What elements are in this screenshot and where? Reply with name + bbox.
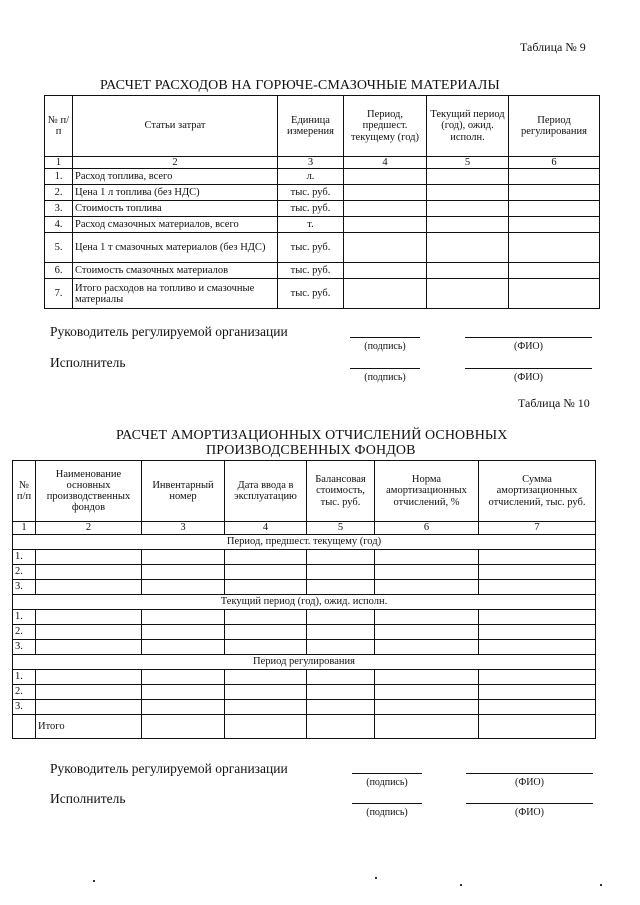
empty-cell <box>427 185 509 201</box>
column-number: 1 <box>45 157 73 169</box>
row-cost-item: Цена 1 т смазочных материалов (без НДС) <box>73 233 278 263</box>
row-cost-item: Стоимость смазочных материалов <box>73 263 278 279</box>
empty-cell <box>375 700 479 715</box>
signature-caption: (подпись) <box>364 341 406 352</box>
table-row <box>45 233 600 263</box>
row-unit: т. <box>278 217 344 233</box>
empty-cell <box>307 670 375 685</box>
empty-cell <box>344 185 427 201</box>
table-row <box>13 700 596 715</box>
empty-cell <box>307 700 375 715</box>
fio-caption: (ФИО) <box>514 807 544 818</box>
empty-cell <box>142 715 225 739</box>
empty-cell <box>36 580 142 595</box>
table-10-title-line-2: ПРОИЗВОДСВЕННЫХ ФОНДОВ <box>206 443 416 458</box>
empty-cell <box>225 670 307 685</box>
empty-cell <box>375 685 479 700</box>
empty-cell <box>307 580 375 595</box>
empty-cell <box>479 670 596 685</box>
empty-cell <box>225 715 307 739</box>
table-row <box>13 625 596 640</box>
row-number: 5. <box>45 233 73 263</box>
empty-cell <box>225 565 307 580</box>
manager-label: Руководитель регулируемой организации <box>50 761 288 776</box>
empty-cell <box>427 233 509 263</box>
table-9-title: РАСЧЕТ РАСХОДОВ НА ГОРЮЧЕ-СМАЗОЧНЫЕ МАТЕРИАЛЫ <box>100 78 500 93</box>
row-number: 4. <box>45 217 73 233</box>
column-header-cost-items: Статьи затрат <box>73 96 278 157</box>
row-number: 6. <box>45 263 73 279</box>
empty-cell <box>479 625 596 640</box>
empty-cell <box>509 201 600 217</box>
fio-line[interactable] <box>466 803 593 804</box>
table-row <box>45 263 600 279</box>
column-header-number: № п/п <box>45 96 73 157</box>
table-row <box>13 565 596 580</box>
row-number: 2. <box>13 565 36 580</box>
table-row <box>13 610 596 625</box>
row-number: 1. <box>45 169 73 185</box>
table-row <box>45 217 600 233</box>
empty-cell <box>427 263 509 279</box>
empty-cell <box>225 685 307 700</box>
signature-caption: (подпись) <box>364 372 406 383</box>
row-number: 1. <box>13 610 36 625</box>
signature-line[interactable] <box>350 337 420 338</box>
empty-cell <box>509 169 600 185</box>
column-number: 7 <box>479 522 596 535</box>
table-10-title-line-1: РАСЧЕТ АМОРТИЗАЦИОННЫХ ОТЧИСЛЕНИЙ ОСНОВНЫХ <box>116 428 508 443</box>
empty-cell <box>36 670 142 685</box>
table-row <box>13 580 596 595</box>
section-header-row <box>13 595 596 610</box>
empty-cell <box>142 580 225 595</box>
empty-cell <box>142 625 225 640</box>
empty-cell <box>375 715 479 739</box>
empty-cell <box>307 640 375 655</box>
manager-label: Руководитель регулируемой организации <box>50 324 288 339</box>
signature-line[interactable] <box>350 368 420 369</box>
empty-cell <box>479 640 596 655</box>
column-header-regulation-period: Период регулирования <box>509 96 600 157</box>
fio-line[interactable] <box>465 368 592 369</box>
empty-cell <box>375 580 479 595</box>
column-number: 5 <box>307 522 375 535</box>
fio-caption: (ФИО) <box>513 341 543 352</box>
row-number: 3. <box>13 580 36 595</box>
empty-cell <box>13 715 36 739</box>
empty-cell <box>479 700 596 715</box>
empty-cell <box>375 565 479 580</box>
empty-cell <box>479 565 596 580</box>
row-unit: тыс. руб. <box>278 279 344 309</box>
table-header-row <box>45 96 600 157</box>
empty-cell <box>307 550 375 565</box>
row-number: 3. <box>45 201 73 217</box>
row-cost-item: Стоимость топлива <box>73 201 278 217</box>
empty-cell <box>142 565 225 580</box>
signature-caption: (подпись) <box>366 777 408 788</box>
empty-cell <box>225 700 307 715</box>
row-cost-item: Расход смазочных материалов, всего <box>73 217 278 233</box>
row-number: 1. <box>13 670 36 685</box>
scan-speck <box>375 877 377 879</box>
table-header-row <box>13 461 596 522</box>
empty-cell <box>225 610 307 625</box>
empty-cell <box>479 580 596 595</box>
total-row <box>13 715 596 739</box>
total-label: Итого <box>36 715 142 739</box>
table-row <box>13 640 596 655</box>
row-cost-item: Расход топлива, всего <box>73 169 278 185</box>
column-number: 4 <box>344 157 427 169</box>
empty-cell <box>36 625 142 640</box>
row-unit: тыс. руб. <box>278 263 344 279</box>
row-number: 3. <box>13 640 36 655</box>
empty-cell <box>307 565 375 580</box>
empty-cell <box>142 700 225 715</box>
section-title: Период регулирования <box>13 655 596 670</box>
table-row <box>45 185 600 201</box>
empty-cell <box>225 640 307 655</box>
column-number: 2 <box>36 522 142 535</box>
empty-cell <box>142 610 225 625</box>
empty-cell <box>142 550 225 565</box>
signature-line[interactable] <box>352 803 422 804</box>
empty-cell <box>479 685 596 700</box>
empty-cell <box>509 217 600 233</box>
signature-caption: (подпись) <box>366 807 408 818</box>
column-header-depreciation-rate: Норма амортизационных отчислений, % <box>375 461 479 522</box>
column-header-depreciation-amount: Сумма амортизационных отчислений, тыс. руб. <box>479 461 596 522</box>
fio-caption: (ФИО) <box>513 372 543 383</box>
empty-cell <box>344 217 427 233</box>
table-row <box>45 169 600 185</box>
scan-speck <box>460 884 462 886</box>
column-number: 6 <box>375 522 479 535</box>
column-header-inventory-number: Инвентарный номер <box>142 461 225 522</box>
empty-cell <box>375 550 479 565</box>
empty-cell <box>509 233 600 263</box>
row-number: 2. <box>13 685 36 700</box>
empty-cell <box>36 565 142 580</box>
empty-cell <box>427 169 509 185</box>
empty-cell <box>427 279 509 309</box>
empty-cell <box>509 263 600 279</box>
empty-cell <box>375 640 479 655</box>
empty-cell <box>225 625 307 640</box>
row-number: 7. <box>45 279 73 309</box>
empty-cell <box>344 263 427 279</box>
empty-cell <box>375 625 479 640</box>
row-unit: тыс. руб. <box>278 201 344 217</box>
column-header-book-value: Балансовая стоимость, тыс. руб. <box>307 461 375 522</box>
empty-cell <box>142 685 225 700</box>
empty-cell <box>479 610 596 625</box>
fio-line[interactable] <box>465 337 592 338</box>
empty-cell <box>307 625 375 640</box>
table-10-label: Таблица № 10 <box>518 396 590 410</box>
row-number: 3. <box>13 700 36 715</box>
empty-cell <box>36 610 142 625</box>
fuel-costs-table <box>44 95 600 309</box>
empty-cell <box>509 185 600 201</box>
executor-label: Исполнитель <box>50 791 126 806</box>
table-row <box>13 670 596 685</box>
empty-cell <box>36 640 142 655</box>
section-title: Текущий период (год), ожид. исполн. <box>13 595 596 610</box>
empty-cell <box>307 610 375 625</box>
table-row <box>45 279 600 309</box>
empty-cell <box>307 715 375 739</box>
empty-cell <box>36 700 142 715</box>
column-number: 3 <box>142 522 225 535</box>
empty-cell <box>307 685 375 700</box>
row-number: 2. <box>45 185 73 201</box>
row-unit: тыс. руб. <box>278 233 344 263</box>
row-cost-item: Цена 1 л топлива (без НДС) <box>73 185 278 201</box>
column-number: 1 <box>13 522 36 535</box>
empty-cell <box>225 580 307 595</box>
section-title: Период, предшест. текущему (год) <box>13 535 596 550</box>
column-number: 5 <box>427 157 509 169</box>
row-number: 1. <box>13 550 36 565</box>
row-unit: тыс. руб. <box>278 185 344 201</box>
table-9-label: Таблица № 9 <box>520 40 586 54</box>
column-number: 2 <box>73 157 278 169</box>
empty-cell <box>479 715 596 739</box>
empty-cell <box>509 279 600 309</box>
row-cost-item: Итого расходов на топливо и смазочные материалы <box>73 279 278 309</box>
empty-cell <box>375 670 479 685</box>
column-number: 4 <box>225 522 307 535</box>
empty-cell <box>344 169 427 185</box>
empty-cell <box>479 550 596 565</box>
empty-cell <box>225 550 307 565</box>
table-row <box>13 550 596 565</box>
row-unit: л. <box>278 169 344 185</box>
column-header-number: № п/п <box>13 461 36 522</box>
column-numbers-row <box>13 522 596 535</box>
column-header-commissioning-date: Дата ввода в эксплуатацию <box>225 461 307 522</box>
scan-speck <box>600 884 602 886</box>
section-header-row <box>13 535 596 550</box>
table-row <box>13 685 596 700</box>
fio-line[interactable] <box>466 773 593 774</box>
column-number: 3 <box>278 157 344 169</box>
empty-cell <box>36 685 142 700</box>
column-header-current-period: Текущий период (год), ожид. исполн. <box>427 96 509 157</box>
empty-cell <box>344 279 427 309</box>
column-header-asset-name: Наименование основных производственных фондов <box>36 461 142 522</box>
empty-cell <box>142 640 225 655</box>
empty-cell <box>36 550 142 565</box>
empty-cell <box>375 610 479 625</box>
column-number: 6 <box>509 157 600 169</box>
empty-cell <box>427 201 509 217</box>
scan-speck <box>93 880 95 882</box>
depreciation-table <box>12 460 596 739</box>
signature-line[interactable] <box>352 773 422 774</box>
executor-label: Исполнитель <box>50 355 126 370</box>
column-numbers-row <box>45 157 600 169</box>
section-header-row <box>13 655 596 670</box>
column-header-previous-period: Период, предшест. текущему (год) <box>344 96 427 157</box>
empty-cell <box>427 217 509 233</box>
empty-cell <box>142 670 225 685</box>
fio-caption: (ФИО) <box>514 777 544 788</box>
empty-cell <box>344 233 427 263</box>
row-number: 2. <box>13 625 36 640</box>
table-row <box>45 201 600 217</box>
empty-cell <box>344 201 427 217</box>
column-header-unit: Единица измерения <box>278 96 344 157</box>
